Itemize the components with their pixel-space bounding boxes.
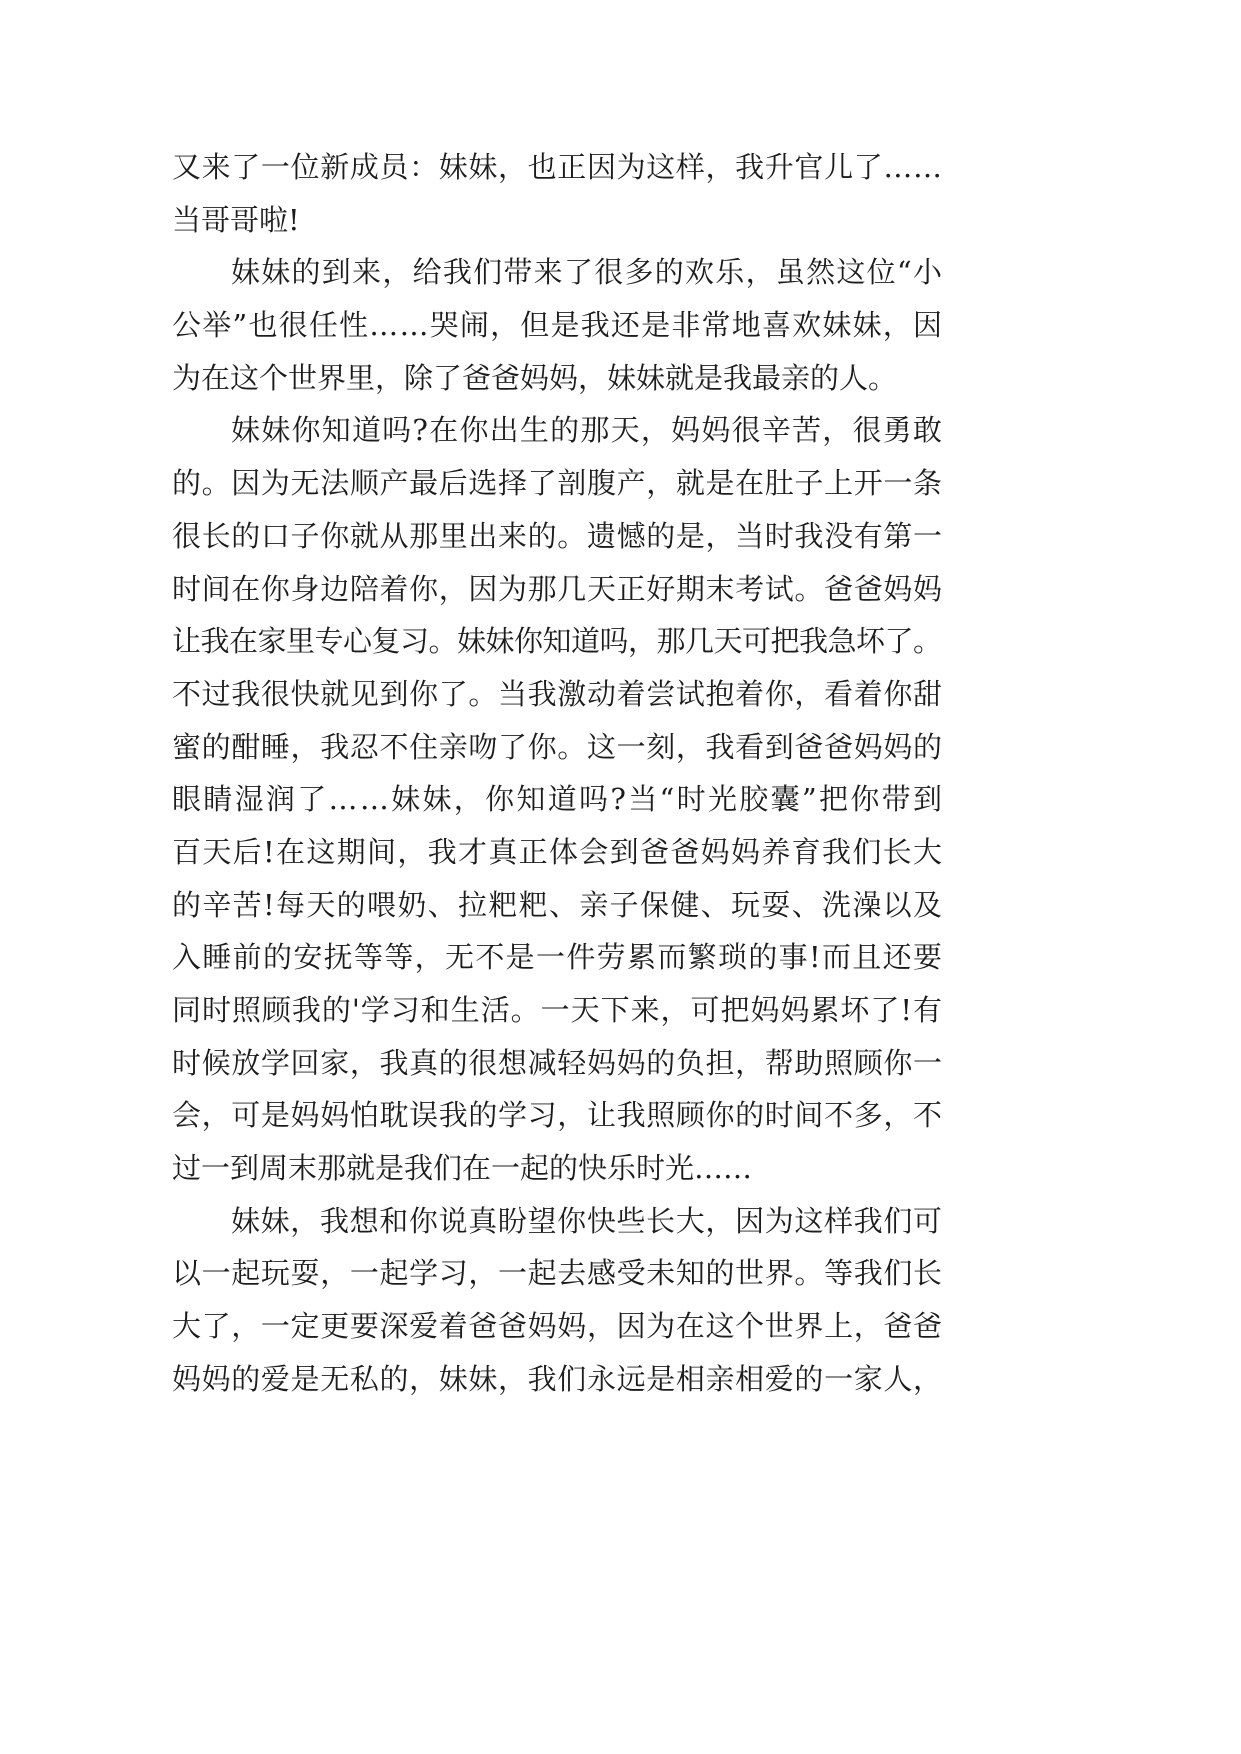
text-line: 让我在家里专心复习。妹妹你知道吗，那几天可把我急坏了。 bbox=[172, 624, 942, 659]
text-line: 的。因为无法顺产最后选择了剖腹产，就是在肚子上开一条 bbox=[172, 466, 943, 501]
paragraph bbox=[172, 1195, 942, 1406]
text-line: 妈妈的爱是无私的，妹妹，我们永远是相亲相爱的一家人， bbox=[172, 1361, 943, 1396]
text-line: 百天后!在这期间，我才真正体会到爸爸妈妈养育我们长大 bbox=[172, 834, 944, 869]
text-line: 妹妹，我想和你说真盼望你快些长大，因为这样我们可 bbox=[231, 1203, 943, 1238]
text-line: 很长的口子你就从那里出来的。遗憾的是，当时我没有第一 bbox=[172, 518, 943, 553]
paragraph bbox=[172, 404, 945, 1194]
text-line: 公举”也很任性……哭闹，但是我还是非常地喜欢妹妹，因 bbox=[172, 308, 944, 343]
text-line: 妹妹的到来，给我们带来了很多的欢乐，虽然这位“小 bbox=[231, 255, 944, 290]
text-line: 会，可是妈妈怕耽误我的学习，让我照顾你的时间不多，不 bbox=[172, 1098, 943, 1133]
text-line: 入睡前的安抚等等，无不是一件劳累而繁琐的事!而且还要 bbox=[172, 940, 944, 975]
text-line: 又来了一位新成员：妹妹，也正因为这样，我升官儿了…… bbox=[172, 150, 943, 184]
text-line: 时间在你身边陪着你，因为那几天正好期末考试。爸爸妈妈 bbox=[172, 571, 943, 606]
text-line: 眼睛湿润了……妹妹，你知道吗?当“时光胶囊”把你带到 bbox=[172, 782, 945, 817]
text-line: 不过我很快就见到你了。当我激动着尝试抱着你，看着你甜 bbox=[172, 676, 943, 711]
text-line: 同时照顾我的'学习和生活。一天下来，可把妈妈累坏了!有 bbox=[172, 993, 943, 1027]
text-line: 的辛苦!每天的喂奶、拉粑粑、亲子保健、玩耍、洗澡以及 bbox=[172, 887, 944, 922]
paragraph bbox=[172, 246, 942, 404]
text-line: 当哥哥啦! bbox=[172, 202, 300, 237]
paragraph bbox=[172, 141, 942, 246]
text-line: 妹妹你知道吗?在你出生的那天，妈妈很辛苦，很勇敢 bbox=[231, 413, 944, 448]
text-line: 以一起玩耍，一起学习，一起去感受未知的世界。等我们长 bbox=[172, 1256, 943, 1291]
text-line: 大了，一定更要深爱着爸爸妈妈，因为在这个世界上，爸爸 bbox=[172, 1309, 943, 1344]
text-line: 蜜的酣睡，我忍不住亲吻了你。这一刻，我看到爸爸妈妈的 bbox=[172, 729, 943, 764]
document-body bbox=[172, 141, 945, 1406]
text-line: 时候放学回家，我真的很想减轻妈妈的负担，帮助照顾你一 bbox=[172, 1045, 943, 1080]
text-line: 为在这个世界里，除了爸爸妈妈，妹妹就是我最亲的人。 bbox=[172, 360, 898, 395]
text-line: 过一到周末那就是我们在一起的快乐时光…… bbox=[172, 1151, 753, 1186]
